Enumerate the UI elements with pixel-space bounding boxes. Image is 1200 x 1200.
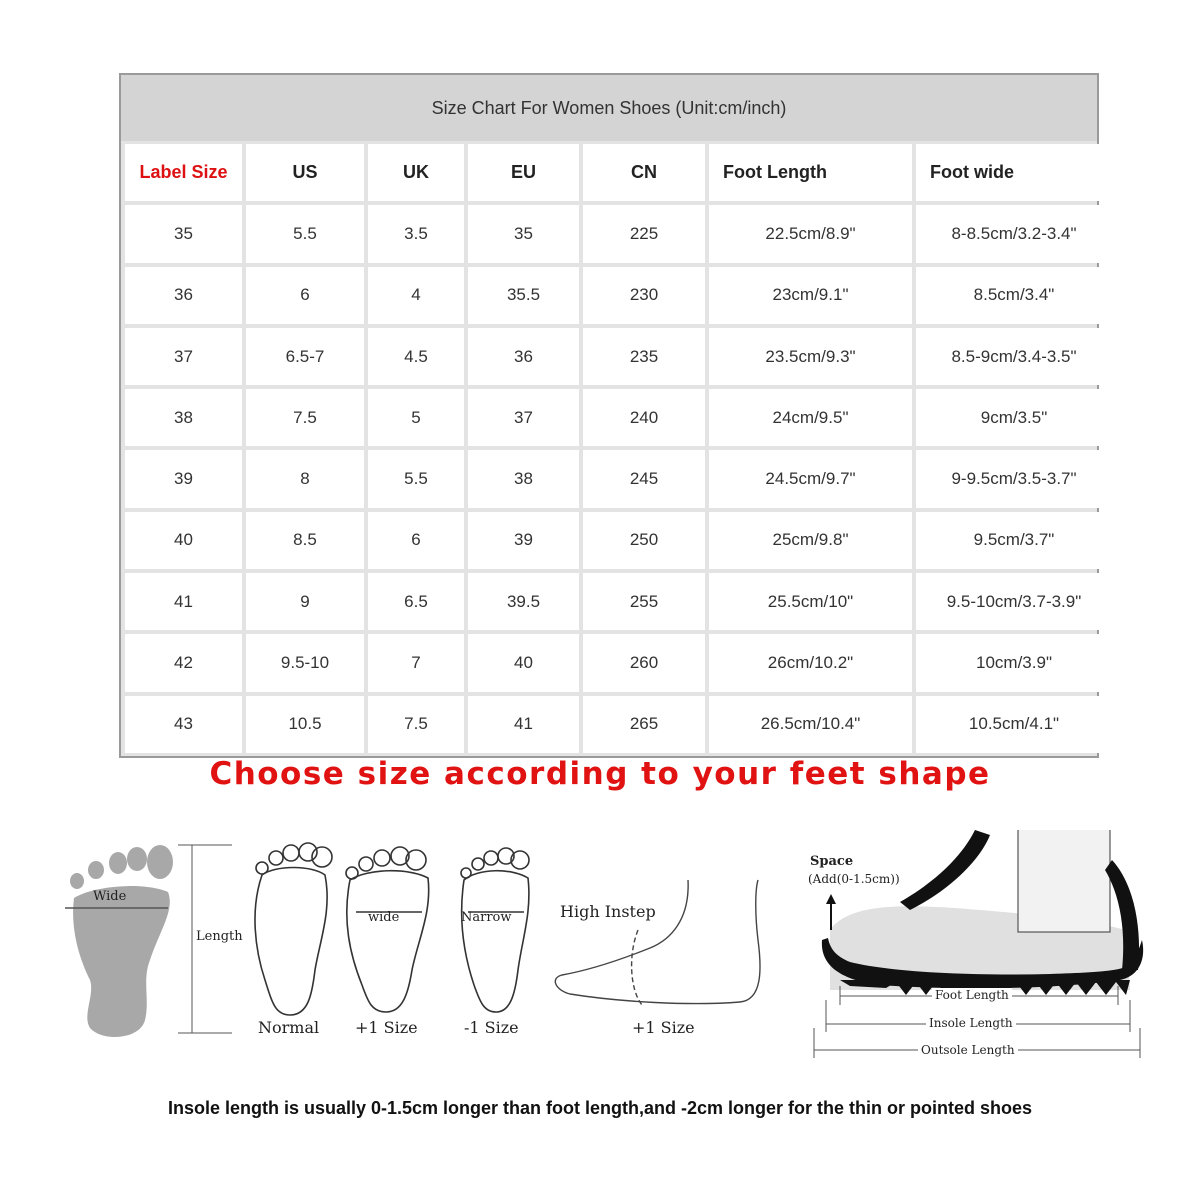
table-cell: 8.5 [246, 512, 364, 569]
table-cell: 5.5 [246, 205, 364, 262]
table-cell: 5.5 [368, 450, 464, 507]
table-cell: 10cm/3.9" [916, 634, 1112, 691]
space-label: Space [810, 854, 854, 869]
narrow-size-label: -1 Size [464, 1018, 519, 1037]
narrow-inner-label: Narrow [461, 910, 512, 925]
table-cell: 7.5 [246, 389, 364, 446]
table-cell: 26cm/10.2" [709, 634, 912, 691]
size-chart [119, 73, 1099, 758]
size-table [125, 144, 1093, 753]
table-cell: 43 [125, 696, 242, 753]
table-cell: 7 [368, 634, 464, 691]
table-cell: 40 [125, 512, 242, 569]
table-cell: 40 [468, 634, 579, 691]
table-cell: 24cm/9.5" [709, 389, 912, 446]
table-cell: 5 [368, 389, 464, 446]
table-cell: 260 [583, 634, 705, 691]
table-cell: 250 [583, 512, 705, 569]
table-cell: 42 [125, 634, 242, 691]
table-cell: 41 [125, 573, 242, 630]
table-cell: 38 [468, 450, 579, 507]
header-cell: CN [583, 144, 705, 201]
table-cell: 10.5cm/4.1" [916, 696, 1112, 753]
table-cell: 7.5 [368, 696, 464, 753]
table-cell: 9.5-10 [246, 634, 364, 691]
foot-length-label: Foot Length [932, 988, 1012, 1002]
table-cell: 6.5-7 [246, 328, 364, 385]
table-cell: 9 [246, 573, 364, 630]
table-cell: 39.5 [468, 573, 579, 630]
table-cell: 9cm/3.5" [916, 389, 1112, 446]
table-cell: 6 [368, 512, 464, 569]
table-cell: 35 [468, 205, 579, 262]
space-sub-label: (Add(0-1.5cm)) [808, 872, 900, 886]
table-cell: 235 [583, 328, 705, 385]
table-cell: 39 [468, 512, 579, 569]
table-cell: 230 [583, 267, 705, 324]
header-cell: US [246, 144, 364, 201]
table-cell: 9.5cm/3.7" [916, 512, 1112, 569]
normal-label: Normal [258, 1018, 320, 1037]
shoe-diagram-icon [822, 830, 1143, 995]
table-cell: 3.5 [368, 205, 464, 262]
table-cell: 8.5-9cm/3.4-3.5" [916, 328, 1112, 385]
table-cell: 8 [246, 450, 364, 507]
table-cell: 8.5cm/3.4" [916, 267, 1112, 324]
table-cell: 36 [468, 328, 579, 385]
header-cell: EU [468, 144, 579, 201]
normal-foot-icon [255, 843, 332, 1015]
table-cell: 23.5cm/9.3" [709, 328, 912, 385]
table-cell: 245 [583, 450, 705, 507]
table-cell: 41 [468, 696, 579, 753]
table-cell: 265 [583, 696, 705, 753]
foot-shape-illustration [50, 830, 1160, 1070]
chart-title: Size Chart For Women Shoes (Unit:cm/inch) [121, 75, 1097, 141]
table-cell: 6.5 [368, 573, 464, 630]
table-cell: 10.5 [246, 696, 364, 753]
table-cell: 38 [125, 389, 242, 446]
table-cell: 23cm/9.1" [709, 267, 912, 324]
high-instep-foot-icon [555, 880, 760, 1005]
outsole-length-label: Outsole Length [918, 1043, 1018, 1057]
narrow-foot-icon [461, 848, 529, 1012]
table-cell: 36 [125, 267, 242, 324]
table-cell: 26.5cm/10.4" [709, 696, 912, 753]
headline: Choose size according to your feet shape [209, 756, 991, 792]
wide-foot-icon [346, 847, 429, 1012]
header-cell: Foot Length [709, 144, 912, 201]
table-cell: 255 [583, 573, 705, 630]
table-cell: 6 [246, 267, 364, 324]
table-cell: 22.5cm/8.9" [709, 205, 912, 262]
header-cell: Label Size [125, 144, 242, 201]
footprint-wide-label: Wide [93, 889, 127, 904]
insole-length-label: Insole Length [926, 1016, 1016, 1030]
table-cell: 4 [368, 267, 464, 324]
table-cell: 39 [125, 450, 242, 507]
table-cell: 8-8.5cm/3.2-3.4" [916, 205, 1112, 262]
table-cell: 37 [468, 389, 579, 446]
wide-size-label: +1 Size [355, 1018, 418, 1037]
table-cell: 4.5 [368, 328, 464, 385]
table-cell: 240 [583, 389, 705, 446]
table-cell: 25.5cm/10" [709, 573, 912, 630]
header-cell: UK [368, 144, 464, 201]
wide-inner-label: wide [368, 910, 400, 925]
table-cell: 35 [125, 205, 242, 262]
header-cell: Foot wide [916, 144, 1112, 201]
footprint-icon [70, 845, 173, 1037]
table-cell: 35.5 [468, 267, 579, 324]
footnote: Insole length is usually 0-1.5cm longer than foot length,and -2cm longer for the thin or pointed shoes [167, 1098, 1033, 1118]
foot-illustrations-svg [50, 830, 1160, 1070]
table-cell: 9.5-10cm/3.7-3.9" [916, 573, 1112, 630]
table-cell: 24.5cm/9.7" [709, 450, 912, 507]
table-cell: 9-9.5cm/3.5-3.7" [916, 450, 1112, 507]
footprint-length-label: Length [196, 929, 243, 944]
instep-size-label: +1 Size [632, 1018, 695, 1037]
table-cell: 37 [125, 328, 242, 385]
table-cell: 25cm/9.8" [709, 512, 912, 569]
high-instep-label: High Instep [560, 902, 656, 921]
table-cell: 225 [583, 205, 705, 262]
